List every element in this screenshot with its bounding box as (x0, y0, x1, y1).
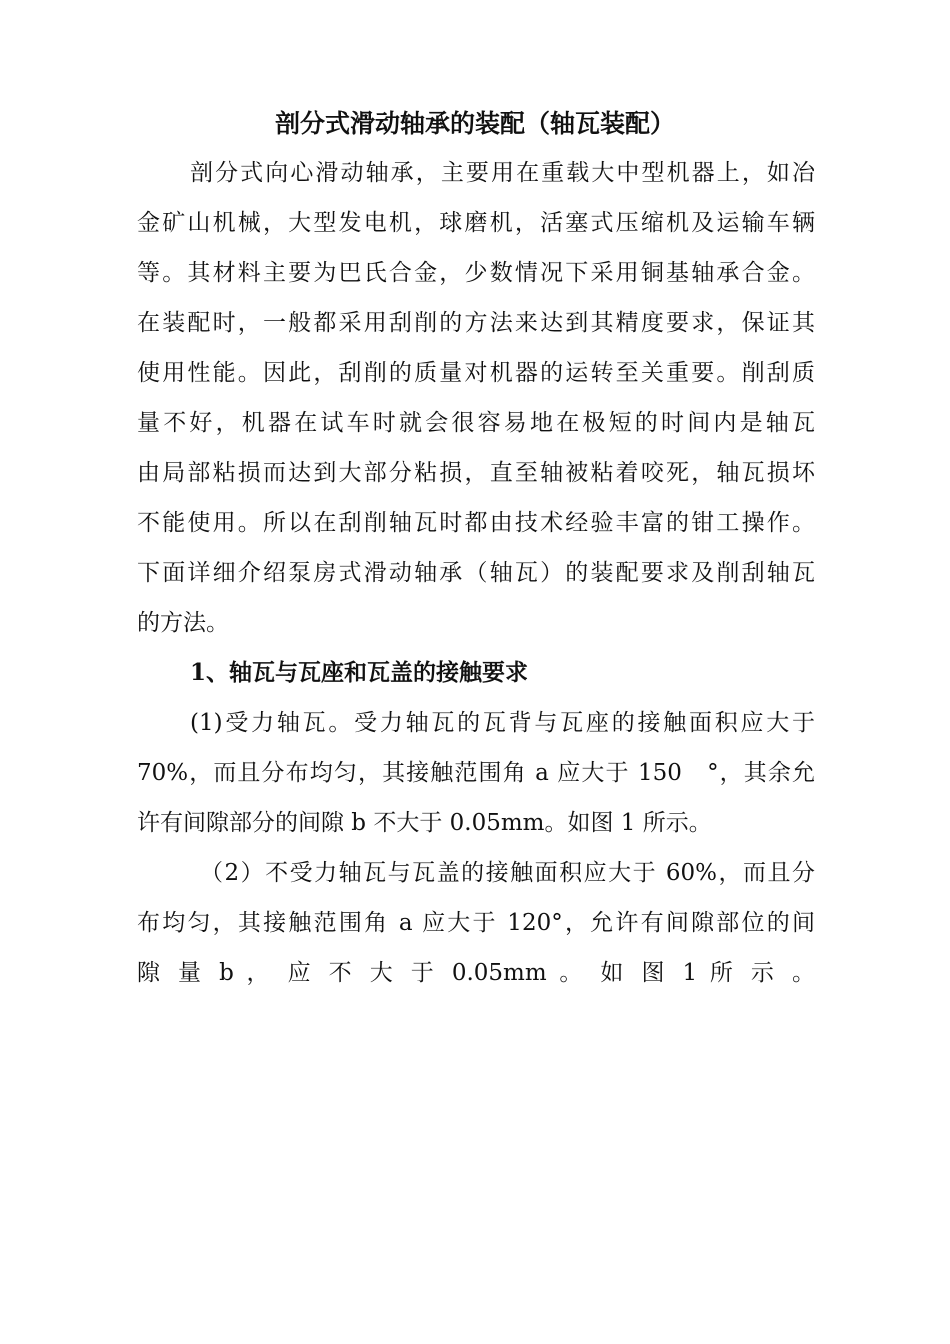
paragraph-line: 不能使用。所以在刮削轴瓦时都由技术经验丰富的钳工操作。 (137, 510, 815, 536)
paragraph-line: （2）不受力轴瓦与瓦盖的接触面积应大于 60%，而且分 (200, 860, 815, 886)
paragraph-line: 等。其材料主要为巴氏合金，少数情况下采用铜基轴承合金。 (137, 260, 815, 286)
paragraph-line: 70%，而且分布均匀，其接触范围角 a 应大于 150 °，其余允 (137, 760, 815, 786)
paragraph-line: (1)受力轴瓦。受力轴瓦的瓦背与瓦座的接触面积应大于 (190, 710, 815, 736)
paragraph-line: 量不好，机器在试车时就会很容易地在极短的时间内是轴瓦 (137, 410, 815, 436)
paragraph-line: 剖分式向心滑动轴承，主要用在重载大中型机器上，如冶 (190, 160, 815, 186)
paragraph-line: 使用性能。因此，刮削的质量对机器的运转至关重要。削刮质 (137, 360, 815, 386)
paragraph-line: 下面详细介绍泵房式滑动轴承（轴瓦）的装配要求及削刮轴瓦 (137, 560, 815, 586)
paragraph-line: 的方法。 (137, 610, 229, 636)
paragraph-line: 布均匀，其接触范围角 a 应大于 120°，允许有间隙部位的间 (137, 910, 815, 936)
paragraph-line: 隙 量 b ， 应 不 大 于 0.05mm 。 如 图 1 所 示 。 (137, 960, 815, 986)
section-heading: 1、轴瓦与瓦座和瓦盖的接触要求 (190, 659, 529, 686)
paragraph-line: 由局部粘损而达到大部分粘损，直至轴被粘着咬死，轴瓦损坏 (137, 460, 815, 486)
document-title: 剖分式滑动轴承的装配（轴瓦装配） (274, 109, 675, 138)
paragraph-line: 在装配时，一般都采用刮削的方法来达到其精度要求，保证其 (137, 310, 815, 336)
paragraph-line: 金矿山机械，大型发电机，球磨机，活塞式压缩机及运输车辆 (137, 210, 815, 236)
paragraph-line: 许有间隙部分的间隙 b 不大于 0.05mm。如图 1 所示。 (137, 810, 712, 836)
